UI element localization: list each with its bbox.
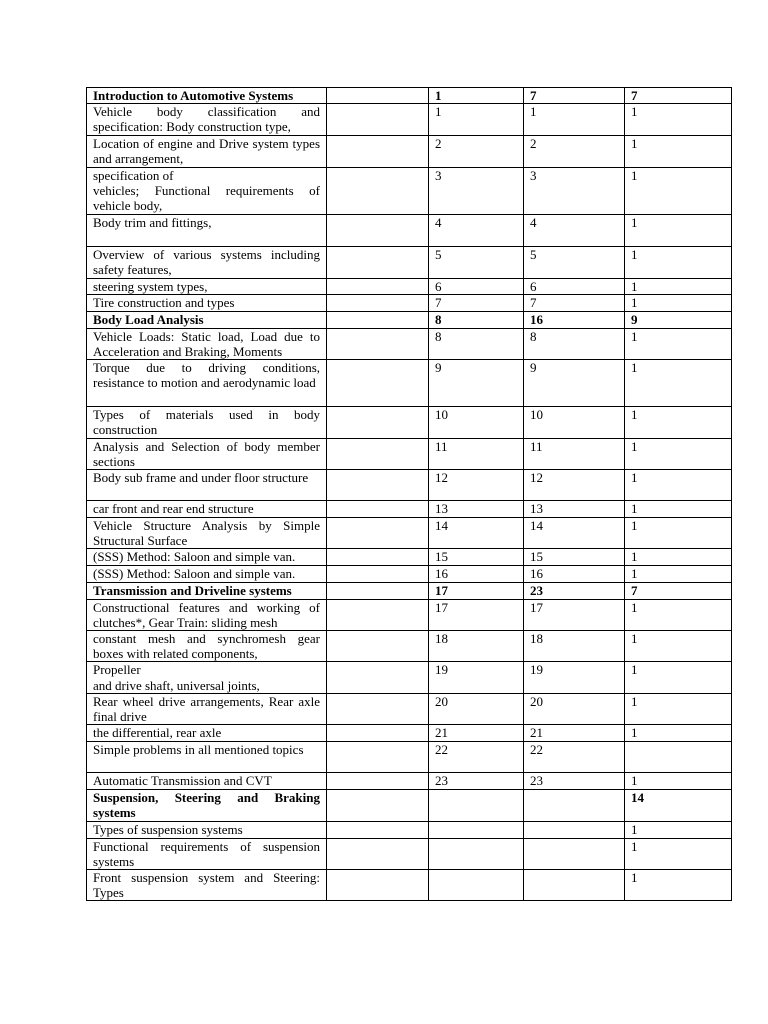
value-cell-3 [524, 790, 625, 821]
value-cell-1 [327, 662, 429, 693]
cell-value: 6 [530, 278, 537, 294]
cell-value: 20 [435, 693, 448, 709]
topic-text: Suspension, Steering and Braking systems [93, 790, 320, 821]
value-cell-4 [625, 311, 732, 328]
topic-cell [87, 662, 327, 693]
value-cell-2 [429, 742, 524, 773]
cell-value: 23 [435, 773, 448, 789]
value-cell-4 [625, 662, 732, 693]
value-cell-1 [327, 870, 429, 901]
value-cell-3 [524, 838, 625, 869]
cell-value: 17 [435, 599, 448, 615]
value-cell-1 [327, 407, 429, 438]
cell-value: 7 [530, 88, 537, 103]
value-cell-3 [524, 136, 625, 167]
cell-value: 19 [530, 662, 543, 678]
topic-text: Vehicle Loads: Static load, Load due to Acceleration and Braking, Moments [93, 328, 320, 360]
cell-value: 5 [435, 246, 442, 262]
topic-cell [87, 790, 327, 821]
cell-value: 1 [631, 870, 638, 886]
value-cell-4 [625, 360, 732, 407]
cell-value: 3 [530, 167, 537, 183]
value-cell-4 [625, 136, 732, 167]
table-row [87, 662, 732, 693]
topic-text: and drive shaft, universal joints, [93, 677, 260, 693]
cell-value: 21 [435, 725, 448, 741]
topic-cell [87, 631, 327, 662]
value-cell-2 [429, 518, 524, 549]
cell-value: 12 [435, 470, 448, 486]
topic-cell [87, 870, 327, 901]
value-cell-3 [524, 246, 625, 278]
value-cell-3 [524, 565, 625, 582]
cell-value: 4 [435, 214, 442, 230]
cell-value: 9 [530, 360, 537, 376]
topic-text: Torque due to driving conditions, resistance to motion and aerodynamic load [93, 360, 320, 391]
cell-value: 1 [530, 104, 537, 120]
topic-cell [87, 518, 327, 549]
cell-value: 9 [435, 360, 442, 376]
topic-text: Rear wheel drive arrangements, Rear axle final drive [93, 693, 320, 725]
topic-cell [87, 360, 327, 407]
value-cell-2 [429, 311, 524, 328]
value-cell-3 [524, 294, 625, 311]
value-cell-1 [327, 360, 429, 407]
value-cell-1 [327, 773, 429, 790]
value-cell-3 [524, 167, 625, 214]
value-cell-2 [429, 278, 524, 294]
table-row [87, 582, 732, 599]
value-cell-3 [524, 278, 625, 294]
table-row [87, 246, 732, 278]
topic-text: Location of engine and Drive system types and arrangement, [93, 136, 320, 167]
topic-text: Introduction to Automotive Systems [93, 88, 294, 103]
cell-value: 14 [631, 790, 644, 806]
value-cell-3 [524, 599, 625, 630]
value-cell-1 [327, 790, 429, 821]
table-row [87, 549, 732, 565]
cell-value: 1 [631, 214, 638, 230]
table-row [87, 693, 732, 724]
topic-text: car front and rear end structure [93, 501, 254, 517]
topic-text: Body sub frame and under floor structure [93, 470, 309, 486]
cell-value: 18 [435, 631, 448, 647]
value-cell-1 [327, 821, 429, 838]
cell-value: 5 [530, 246, 537, 262]
topic-text: Vehicle body classification and specification: Body construction type, [93, 104, 320, 135]
value-cell-1 [327, 104, 429, 136]
table-body [87, 88, 732, 901]
value-cell-2 [429, 407, 524, 438]
topic-text: Body trim and fittings, [93, 214, 212, 230]
value-cell-4 [625, 167, 732, 214]
value-cell-4 [625, 438, 732, 469]
topic-text: Tire construction and types [93, 294, 235, 310]
topic-text: (SSS) Method: Saloon and simple van. [93, 549, 296, 565]
topic-cell [87, 278, 327, 294]
value-cell-3 [524, 214, 625, 246]
value-cell-4 [625, 565, 732, 582]
topic-text: Simple problems in all mentioned topics [93, 742, 304, 758]
value-cell-1 [327, 725, 429, 742]
cell-value: 7 [530, 294, 537, 310]
topic-text: Analysis and Selection of body member sections [93, 438, 320, 469]
value-cell-2 [429, 870, 524, 901]
cell-value: 21 [530, 725, 543, 741]
value-cell-4 [625, 582, 732, 599]
topic-cell [87, 599, 327, 630]
value-cell-4 [625, 631, 732, 662]
table-row [87, 501, 732, 518]
cell-value: 7 [435, 294, 442, 310]
value-cell-3 [524, 725, 625, 742]
topic-cell [87, 407, 327, 438]
value-cell-2 [429, 549, 524, 565]
cell-value: 6 [435, 278, 442, 294]
topic-text: the differential, rear axle [93, 725, 222, 741]
value-cell-4 [625, 790, 732, 821]
value-cell-1 [327, 136, 429, 167]
value-cell-4 [625, 693, 732, 724]
value-cell-4 [625, 821, 732, 838]
cell-value: 1 [435, 104, 442, 120]
value-cell-1 [327, 518, 429, 549]
cell-value: 18 [530, 631, 543, 647]
value-cell-4 [625, 599, 732, 630]
cell-value: 11 [530, 438, 543, 454]
cell-value: 1 [631, 438, 638, 454]
cell-value: 1 [631, 360, 638, 376]
topic-cell [87, 294, 327, 311]
value-cell-2 [429, 838, 524, 869]
value-cell-1 [327, 549, 429, 565]
value-cell-3 [524, 662, 625, 693]
value-cell-4 [625, 518, 732, 549]
cell-value: 23 [530, 582, 543, 598]
value-cell-2 [429, 328, 524, 359]
value-cell-1 [327, 838, 429, 869]
topic-cell [87, 214, 327, 246]
value-cell-1 [327, 631, 429, 662]
topic-text: Transmission and Driveline systems [93, 582, 292, 598]
cell-value: 12 [530, 470, 543, 486]
value-cell-4 [625, 407, 732, 438]
cell-value: 1 [631, 104, 638, 120]
topic-cell [87, 582, 327, 599]
value-cell-4 [625, 870, 732, 901]
value-cell-1 [327, 470, 429, 501]
value-cell-2 [429, 136, 524, 167]
cell-value: 1 [631, 549, 638, 565]
topic-cell [87, 565, 327, 582]
cell-value: 22 [435, 742, 448, 758]
topic-text: Functional requirements of suspension systems [93, 838, 320, 869]
value-cell-4 [625, 773, 732, 790]
value-cell-1 [327, 167, 429, 214]
value-cell-3 [524, 582, 625, 599]
value-cell-1 [327, 88, 429, 104]
value-cell-3 [524, 870, 625, 901]
value-cell-3 [524, 742, 625, 773]
topic-cell [87, 742, 327, 773]
topic-cell [87, 136, 327, 167]
value-cell-1 [327, 214, 429, 246]
table-row [87, 136, 732, 167]
topic-cell [87, 838, 327, 869]
topic-text: Front suspension system and Steering: Types [93, 870, 320, 901]
table-row [87, 328, 732, 359]
cell-value: 1 [631, 565, 638, 581]
topic-cell [87, 773, 327, 790]
value-cell-1 [327, 438, 429, 469]
cell-value: 1 [631, 838, 638, 854]
cell-value: 1 [631, 136, 638, 152]
topic-text: Types of materials used in body construction [93, 407, 320, 438]
value-cell-4 [625, 104, 732, 136]
cell-value: 20 [530, 693, 543, 709]
cell-value: 4 [530, 214, 537, 230]
value-cell-1 [327, 742, 429, 773]
value-cell-2 [429, 599, 524, 630]
value-cell-3 [524, 360, 625, 407]
table-row [87, 88, 732, 104]
value-cell-4 [625, 278, 732, 294]
value-cell-2 [429, 470, 524, 501]
value-cell-4 [625, 246, 732, 278]
topic-cell [87, 470, 327, 501]
cell-value: 1 [631, 693, 638, 709]
value-cell-2 [429, 104, 524, 136]
cell-value: 17 [530, 599, 543, 615]
value-cell-2 [429, 631, 524, 662]
cell-value: 22 [530, 742, 543, 758]
cell-value: 1 [631, 725, 638, 741]
topic-text: Body Load Analysis [93, 311, 204, 327]
table-row [87, 470, 732, 501]
cell-value: 10 [435, 407, 448, 423]
cell-value: 15 [435, 549, 448, 565]
cell-value: 1 [631, 407, 638, 423]
topic-text: Types of suspension systems [93, 821, 243, 837]
topic-cell [87, 104, 327, 136]
value-cell-2 [429, 501, 524, 518]
topic-text: (SSS) Method: Saloon and simple van. [93, 565, 296, 581]
value-cell-2 [429, 360, 524, 407]
cell-value: 1 [631, 470, 638, 486]
value-cell-1 [327, 565, 429, 582]
value-cell-2 [429, 294, 524, 311]
value-cell-2 [429, 565, 524, 582]
value-cell-2 [429, 725, 524, 742]
value-cell-2 [429, 693, 524, 724]
cell-value: 7 [631, 582, 638, 598]
value-cell-1 [327, 693, 429, 724]
topic-cell [87, 725, 327, 742]
value-cell-4 [625, 725, 732, 742]
cell-value: 19 [435, 662, 448, 678]
topic-cell [87, 311, 327, 328]
table-row [87, 821, 732, 838]
cell-value: 1 [631, 821, 638, 837]
cell-value: 13 [530, 501, 543, 517]
value-cell-2 [429, 246, 524, 278]
value-cell-4 [625, 294, 732, 311]
value-cell-3 [524, 438, 625, 469]
cell-value: 13 [435, 501, 448, 517]
cell-value: 1 [631, 773, 638, 789]
cell-value: 2 [530, 136, 537, 152]
cell-value: 8 [435, 311, 442, 327]
cell-value: 1 [631, 599, 638, 615]
topic-cell [87, 821, 327, 838]
cell-value: 8 [435, 328, 442, 344]
cell-value: 8 [530, 328, 537, 344]
cell-value: 1 [631, 278, 638, 294]
value-cell-2 [429, 167, 524, 214]
topic-text: specification of [93, 167, 174, 183]
value-cell-3 [524, 821, 625, 838]
table-row [87, 773, 732, 790]
cell-value: 1 [631, 328, 638, 344]
value-cell-2 [429, 88, 524, 104]
topic-cell [87, 246, 327, 278]
topic-cell [87, 88, 327, 104]
table-row [87, 742, 732, 773]
table-row [87, 104, 732, 136]
value-cell-1 [327, 278, 429, 294]
table-row [87, 631, 732, 662]
value-cell-3 [524, 518, 625, 549]
topic-text: Propeller [93, 662, 141, 678]
value-cell-4 [625, 838, 732, 869]
syllabus-table [86, 87, 732, 901]
cell-value: 17 [435, 582, 448, 598]
cell-value: 10 [530, 407, 543, 423]
table-row [87, 790, 732, 821]
table-row [87, 870, 732, 901]
value-cell-3 [524, 693, 625, 724]
cell-value: 1 [435, 88, 442, 103]
cell-value: 23 [530, 773, 543, 789]
value-cell-2 [429, 821, 524, 838]
cell-value: 14 [435, 518, 448, 534]
cell-value: 7 [631, 88, 638, 103]
cell-value: 1 [631, 501, 638, 517]
table-row [87, 167, 732, 214]
value-cell-3 [524, 88, 625, 104]
cell-value: 1 [631, 294, 638, 310]
table-row [87, 407, 732, 438]
topic-text: constant mesh and synchromesh gear boxes with related components, [93, 631, 320, 662]
topic-cell [87, 549, 327, 565]
value-cell-4 [625, 470, 732, 501]
table-row [87, 360, 732, 407]
value-cell-2 [429, 790, 524, 821]
topic-text: Automatic Transmission and CVT [93, 773, 272, 789]
topic-text: vehicles; Functional requirements of vehicle body, [93, 182, 320, 214]
topic-cell [87, 501, 327, 518]
value-cell-1 [327, 294, 429, 311]
value-cell-2 [429, 438, 524, 469]
topic-text: steering system types, [93, 278, 208, 294]
value-cell-3 [524, 104, 625, 136]
topic-cell [87, 438, 327, 469]
cell-value: 9 [631, 311, 638, 327]
cell-value: 16 [435, 565, 448, 581]
value-cell-2 [429, 214, 524, 246]
value-cell-1 [327, 582, 429, 599]
value-cell-1 [327, 328, 429, 359]
value-cell-4 [625, 328, 732, 359]
table-row [87, 311, 732, 328]
value-cell-4 [625, 88, 732, 104]
topic-text: Vehicle Structure Analysis by Simple Structural Surface [93, 518, 320, 549]
value-cell-2 [429, 582, 524, 599]
table-row [87, 518, 732, 549]
cell-value: 3 [435, 167, 442, 183]
cell-value: 15 [530, 549, 543, 565]
topic-text: Constructional features and working of clutches*, Gear Train: sliding mesh [93, 599, 320, 630]
value-cell-4 [625, 742, 732, 773]
cell-value: 2 [435, 136, 442, 152]
table-row [87, 278, 732, 294]
topic-cell [87, 167, 327, 214]
cell-value: 1 [631, 662, 638, 678]
table-row [87, 838, 732, 869]
cell-value: 1 [631, 246, 638, 262]
value-cell-3 [524, 328, 625, 359]
cell-value: 1 [631, 167, 638, 183]
value-cell-2 [429, 773, 524, 790]
cell-value: 16 [530, 311, 543, 327]
cell-value: 16 [530, 565, 543, 581]
value-cell-3 [524, 549, 625, 565]
value-cell-3 [524, 470, 625, 501]
value-cell-3 [524, 631, 625, 662]
table-row [87, 214, 732, 246]
value-cell-1 [327, 246, 429, 278]
value-cell-3 [524, 407, 625, 438]
value-cell-1 [327, 501, 429, 518]
topic-cell [87, 328, 327, 359]
table-row [87, 294, 732, 311]
cell-value: 1 [631, 518, 638, 534]
topic-text: Overview of various systems including safety features, [93, 246, 320, 277]
value-cell-1 [327, 311, 429, 328]
table-row [87, 565, 732, 582]
table-row [87, 599, 732, 630]
value-cell-1 [327, 599, 429, 630]
topic-cell [87, 693, 327, 724]
value-cell-3 [524, 311, 625, 328]
cell-value: 1 [631, 631, 638, 647]
value-cell-3 [524, 773, 625, 790]
value-cell-4 [625, 214, 732, 246]
value-cell-3 [524, 501, 625, 518]
cell-value: 11 [435, 438, 448, 454]
value-cell-2 [429, 662, 524, 693]
cell-value: 14 [530, 518, 543, 534]
value-cell-4 [625, 549, 732, 565]
table-row [87, 438, 732, 469]
value-cell-4 [625, 501, 732, 518]
table-row [87, 725, 732, 742]
